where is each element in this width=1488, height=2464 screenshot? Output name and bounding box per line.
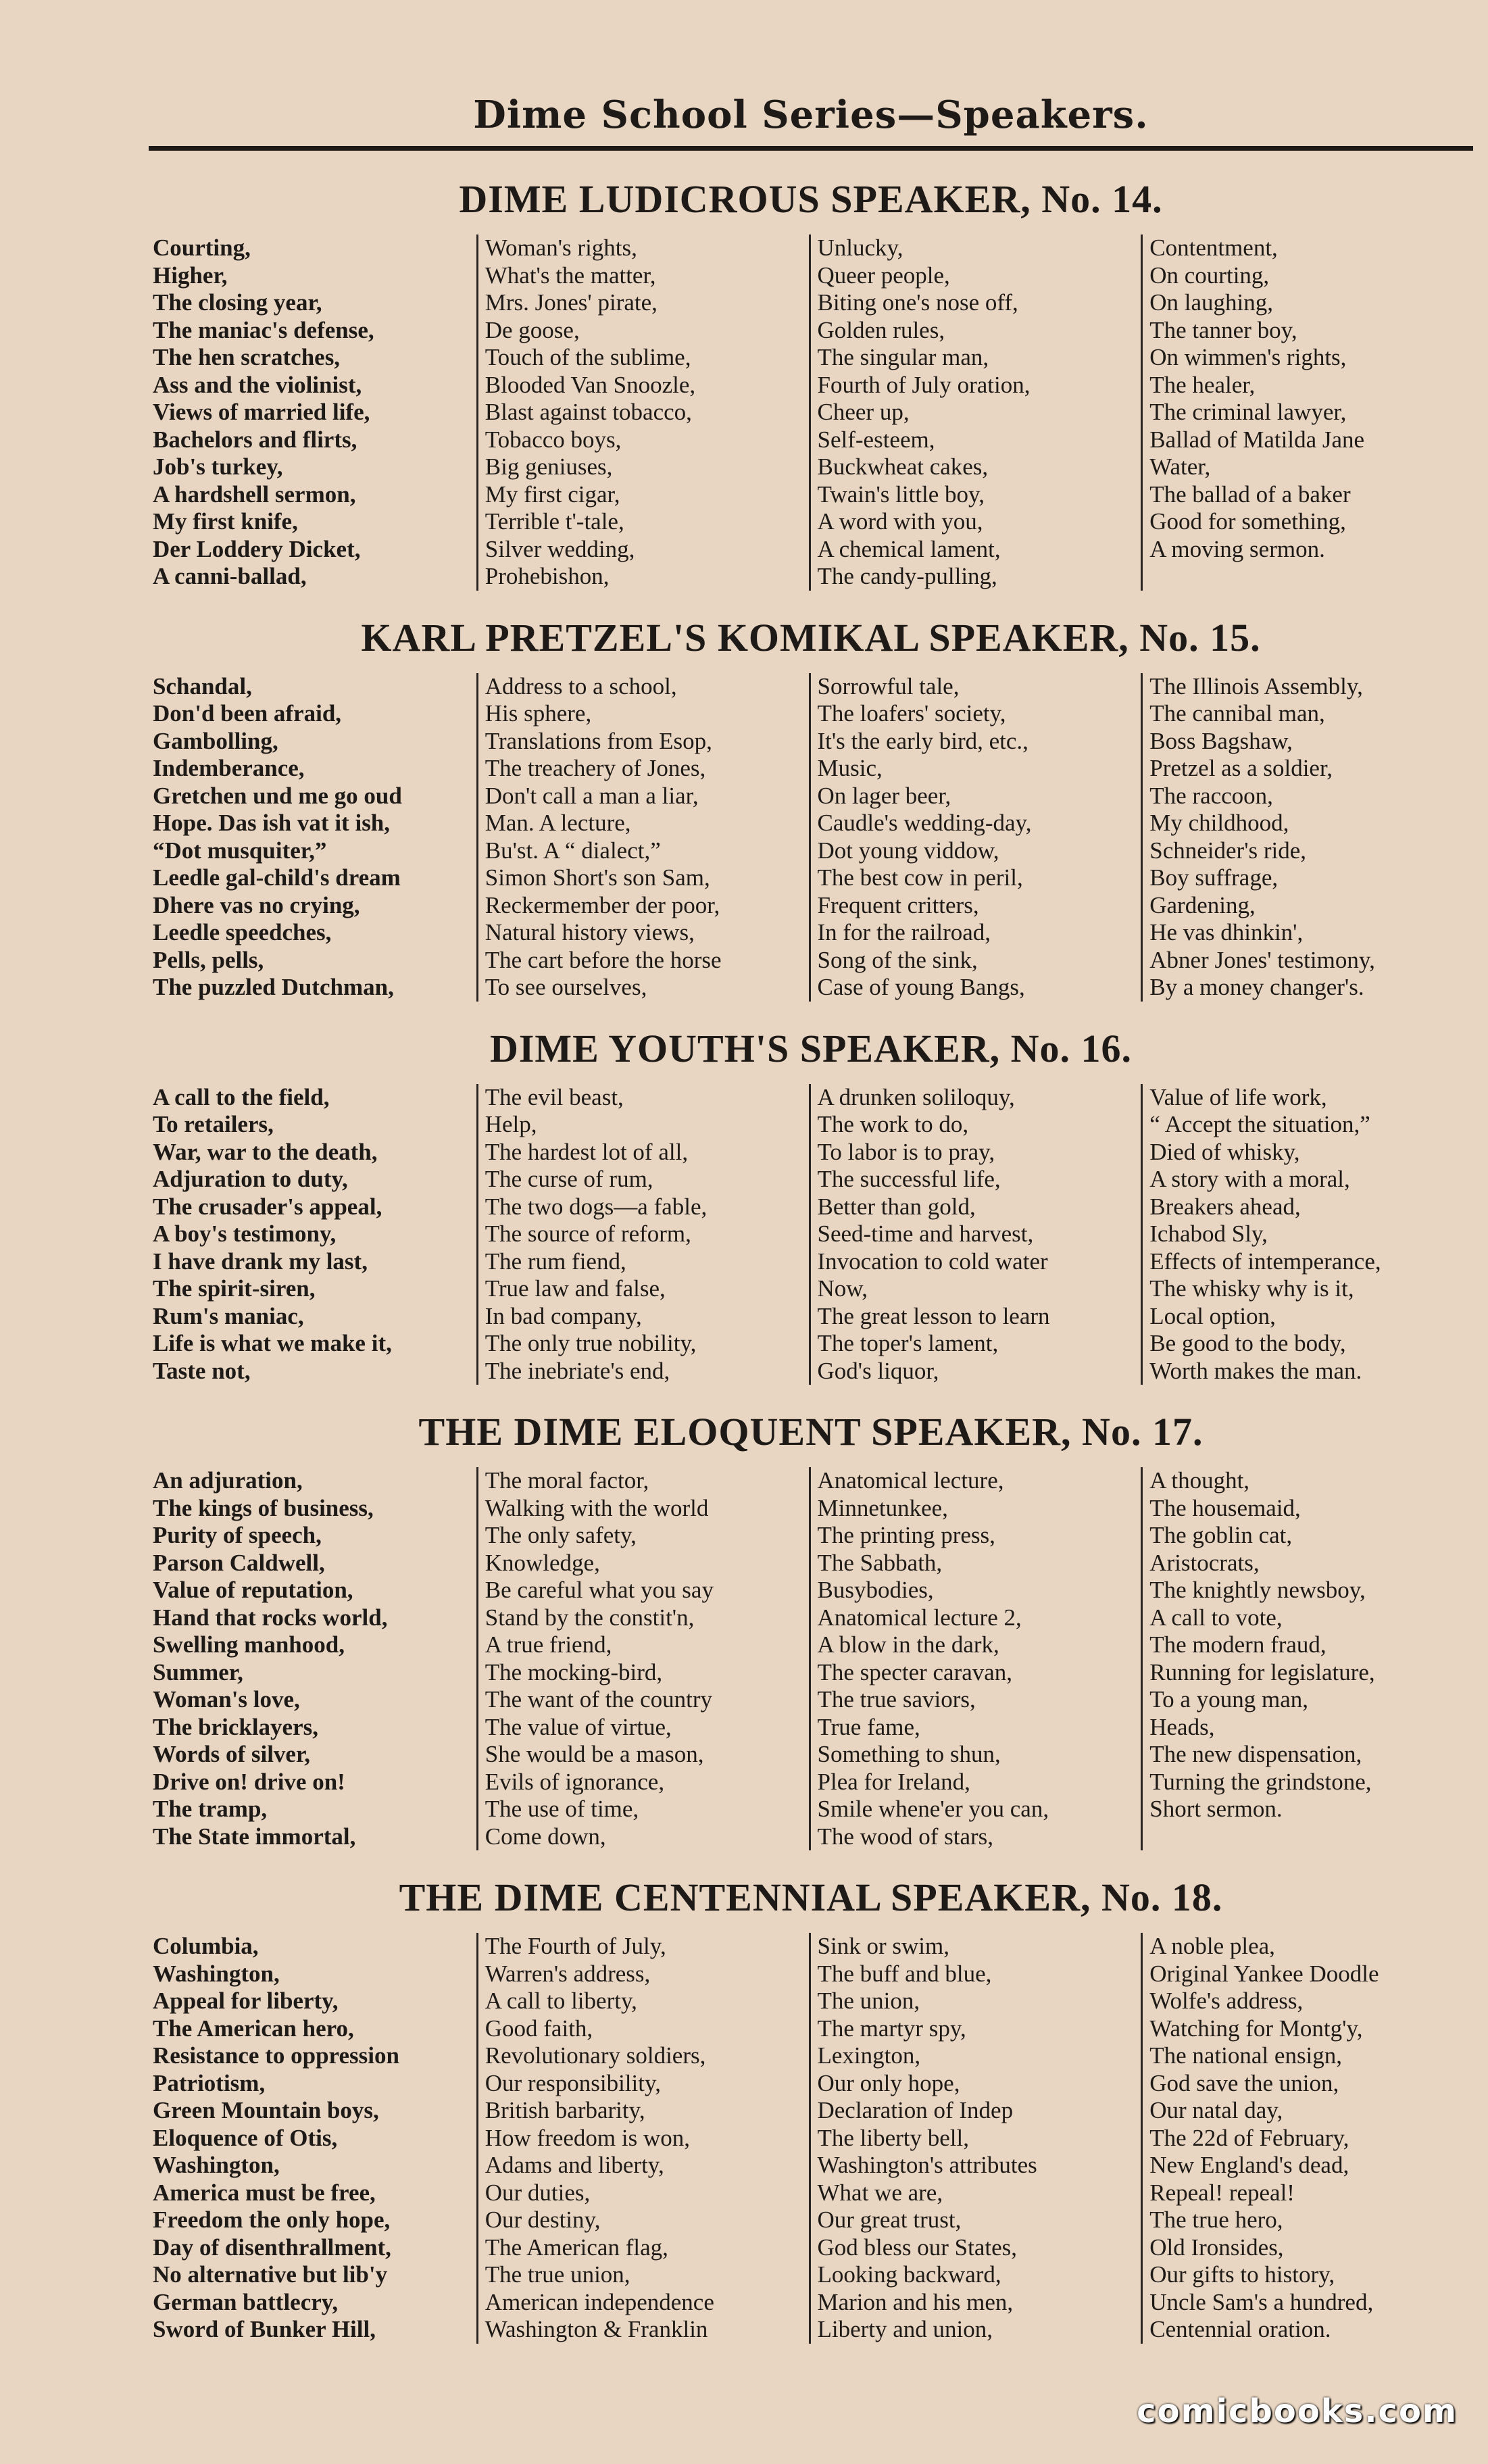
- list-item: Seed-time and harvest,: [817, 1221, 1034, 1247]
- list-item: The buff and blue,: [817, 1960, 992, 1987]
- list-item: Music,: [817, 755, 883, 781]
- list-item: Declaration of Indep: [817, 2097, 1014, 2123]
- list-item: By a money changer's.: [1149, 974, 1364, 1000]
- list-item: Patriotism,: [153, 2069, 266, 2096]
- column-4: [1141, 673, 1473, 1002]
- list-item: He vas dhinkin',: [1149, 919, 1304, 945]
- list-item: The candy-pulling,: [817, 563, 997, 589]
- list-item: Died of whisky,: [1149, 1138, 1300, 1165]
- list-item: Busybodies,: [817, 1577, 934, 1603]
- list-item: His sphere,: [485, 700, 592, 726]
- list-item: Bu'st. A “ dialect,”: [485, 837, 661, 864]
- list-item: Address to a school,: [485, 672, 677, 699]
- list-item: My childhood,: [1149, 810, 1289, 836]
- list-item: Something to shun,: [817, 1741, 1001, 1767]
- list-item: The true union,: [485, 2261, 630, 2288]
- list-item: The healer,: [1149, 371, 1256, 398]
- list-item: Leedle speedches,: [153, 919, 332, 945]
- column-2: [476, 673, 809, 1002]
- list-item: A moving sermon.: [1149, 535, 1325, 562]
- list-item: Words of silver,: [153, 1741, 311, 1767]
- speaker-section: [149, 1020, 1473, 1385]
- list-item: Fourth of July oration,: [817, 371, 1031, 398]
- list-item: Taste not,: [153, 1357, 251, 1384]
- list-item: Day of disenthrallment,: [153, 2234, 391, 2261]
- list-item: Ass and the violinist,: [153, 371, 362, 398]
- list-item: Lexington,: [817, 2042, 921, 2069]
- list-item: The evil beast,: [485, 1083, 624, 1110]
- list-item: The goblin cat,: [1149, 1522, 1293, 1548]
- list-item: The printing press,: [817, 1522, 995, 1548]
- list-item: The whisky why is it,: [1149, 1275, 1354, 1302]
- list-item: Twain's little boy,: [817, 481, 985, 508]
- section-title: THE DIME CENTENNIAL SPEAKER, No. 18.: [399, 1875, 1223, 1919]
- list-item: Natural history views,: [485, 919, 695, 945]
- list-item: Value of reputation,: [153, 1577, 353, 1603]
- list-item: Reckermember der poor,: [485, 891, 720, 918]
- list-item: In for the railroad,: [817, 919, 991, 945]
- list-item: Our gifts to history,: [1149, 2261, 1335, 2288]
- list-item: The curse of rum,: [485, 1166, 653, 1192]
- list-item: The best cow in peril,: [817, 864, 1023, 891]
- column-1: [149, 235, 476, 591]
- list-item: Sink or swim,: [817, 1933, 949, 1959]
- list-item: On courting,: [1149, 262, 1270, 289]
- list-item: The source of reform,: [485, 1221, 691, 1247]
- list-item: The toper's lament,: [817, 1330, 999, 1356]
- list-item: The successful life,: [817, 1166, 1001, 1192]
- list-item: True law and false,: [485, 1275, 666, 1302]
- list-item: The moral factor,: [485, 1467, 649, 1494]
- list-item: The rum fiend,: [485, 1248, 626, 1275]
- list-item: Stand by the constit'n,: [485, 1604, 695, 1631]
- list-item: The hen scratches,: [153, 344, 341, 370]
- list-item: The great lesson to learn: [817, 1302, 1050, 1329]
- list-item: Minnetunkee,: [817, 1494, 948, 1521]
- list-item: To a young man,: [1149, 1686, 1308, 1713]
- list-item: German battlecry,: [153, 2288, 339, 2315]
- list-item: War, war to the death,: [153, 1138, 378, 1165]
- list-item: Self-esteem,: [817, 426, 935, 453]
- list-item: “ Accept the situation,”: [1149, 1111, 1370, 1137]
- column-1: [149, 1084, 476, 1385]
- list-item: Woman's rights,: [485, 235, 637, 261]
- list-item: The bricklayers,: [153, 1713, 318, 1740]
- list-item: Higher,: [153, 262, 228, 289]
- list-item: The work to do,: [817, 1111, 969, 1137]
- list-item: The maniac's defense,: [153, 316, 374, 343]
- list-item: Walking with the world: [485, 1494, 709, 1521]
- list-item: Eloquence of Otis,: [153, 2124, 338, 2151]
- list-item: Caudle's wedding-day,: [817, 810, 1032, 836]
- list-item: What we are,: [817, 2179, 943, 2206]
- speaker-section: [149, 171, 1473, 591]
- list-item: Boy suffrage,: [1149, 864, 1279, 891]
- list-item: To see ourselves,: [485, 974, 647, 1000]
- section-columns: [149, 673, 1473, 1002]
- list-item: A chemical lament,: [817, 535, 1001, 562]
- column-1: [149, 1933, 476, 2344]
- list-item: Man. A lecture,: [485, 810, 631, 836]
- list-item: Song of the sink,: [817, 946, 978, 973]
- list-item: The Illinois Assembly,: [1149, 672, 1363, 699]
- list-item: Effects of intemperance,: [1149, 1248, 1381, 1275]
- list-item: Revolutionary soldiers,: [485, 2042, 706, 2069]
- list-item: I have drank my last,: [153, 1248, 368, 1275]
- list-item: The Fourth of July,: [485, 1933, 666, 1959]
- list-item: Hope. Das ish vat it ish,: [153, 810, 391, 836]
- list-item: Cheer up,: [817, 399, 910, 425]
- list-item: The value of virtue,: [485, 1713, 672, 1740]
- list-item: Sorrowful tale,: [817, 672, 960, 699]
- list-item: The closing year,: [153, 289, 322, 316]
- list-item: Water,: [1149, 453, 1211, 480]
- list-item: Unlucky,: [817, 235, 903, 261]
- list-item: The two dogs—a fable,: [485, 1193, 708, 1220]
- list-item: Uncle Sam's a hundred,: [1149, 2288, 1374, 2315]
- list-item: The mocking-bird,: [485, 1658, 663, 1685]
- list-item: New England's dead,: [1149, 2152, 1349, 2178]
- list-item: God's liquor,: [817, 1357, 939, 1384]
- list-item: Abner Jones' testimony,: [1149, 946, 1375, 973]
- list-item: Repeal! repeal!: [1149, 2179, 1295, 2206]
- list-item: Now,: [817, 1275, 868, 1302]
- list-item: The tanner boy,: [1149, 316, 1297, 343]
- list-item: Prohebishon,: [485, 563, 610, 589]
- list-item: “Dot musquiter,”: [153, 837, 327, 864]
- watermark: comicbooks.com: [1137, 2392, 1458, 2430]
- list-item: Washington's attributes: [817, 2152, 1037, 2178]
- list-item: A noble plea,: [1149, 1933, 1275, 1959]
- list-item: The spirit-siren,: [153, 1275, 316, 1302]
- list-item: No alternative but lib'y: [153, 2261, 388, 2288]
- list-item: Heads,: [1149, 1713, 1215, 1740]
- list-item: A boy's testimony,: [153, 1221, 337, 1247]
- list-item: Simon Short's son Sam,: [485, 864, 710, 891]
- list-item: She would be a mason,: [485, 1741, 704, 1767]
- list-item: The cannibal man,: [1149, 700, 1325, 726]
- section-columns: [149, 1084, 1473, 1385]
- list-item: British barbarity,: [485, 2097, 645, 2123]
- list-item: Worth makes the man.: [1149, 1357, 1362, 1384]
- list-item: The want of the country: [485, 1686, 713, 1713]
- list-item: Local option,: [1149, 1302, 1276, 1329]
- column-3: [809, 1467, 1141, 1850]
- list-item: Rum's maniac,: [153, 1302, 304, 1329]
- list-item: A word with you,: [817, 508, 983, 535]
- list-item: Schneider's ride,: [1149, 837, 1307, 864]
- list-item: Swelling manhood,: [153, 1631, 345, 1658]
- section-title: DIME YOUTH'S SPEAKER, No. 16.: [489, 1026, 1133, 1070]
- list-item: Mrs. Jones' pirate,: [485, 289, 658, 316]
- list-item: The kings of business,: [153, 1494, 374, 1521]
- list-item: What's the matter,: [485, 262, 656, 289]
- list-item: Green Mountain boys,: [153, 2097, 379, 2123]
- list-item: The criminal lawyer,: [1149, 399, 1347, 425]
- list-item: Come down,: [485, 1823, 606, 1850]
- list-item: Freedom the only hope,: [153, 2207, 391, 2233]
- list-item: Terrible t'-tale,: [485, 508, 624, 535]
- list-item: The union,: [817, 1988, 920, 2014]
- list-item: The hardest lot of all,: [485, 1138, 689, 1165]
- list-item: The use of time,: [485, 1796, 639, 1822]
- list-item: A call to the field,: [153, 1083, 330, 1110]
- list-item: Our great trust,: [817, 2207, 962, 2233]
- list-item: The new dispensation,: [1149, 1741, 1362, 1767]
- list-item: Watching for Montg'y,: [1149, 2015, 1363, 2042]
- list-item: The knightly newsboy,: [1149, 1577, 1366, 1603]
- list-item: Der Loddery Dicket,: [153, 535, 361, 562]
- list-item: How freedom is won,: [485, 2124, 691, 2151]
- list-item: A drunken soliloquy,: [817, 1083, 1015, 1110]
- list-item: Anatomical lecture 2,: [817, 1604, 1022, 1631]
- list-item: God bless our States,: [817, 2234, 1018, 2261]
- list-item: Drive on! drive on!: [153, 1768, 345, 1795]
- list-item: A hardshell sermon,: [153, 481, 356, 508]
- list-item: De goose,: [485, 316, 580, 343]
- list-item: The State immortal,: [153, 1823, 356, 1850]
- list-item: Pells, pells,: [153, 946, 264, 973]
- list-item: Job's turkey,: [153, 453, 283, 480]
- list-item: On lager beer,: [817, 782, 951, 809]
- list-item: The loafers' society,: [817, 700, 1006, 726]
- list-item: Don't call a man a liar,: [485, 782, 699, 809]
- list-item: Be careful what you say: [485, 1577, 714, 1603]
- list-item: My first cigar,: [485, 481, 620, 508]
- list-item: The liberty bell,: [817, 2124, 970, 2151]
- list-item: Washington & Franklin: [485, 2316, 708, 2342]
- list-item: Original Yankee Doodle: [1149, 1960, 1379, 1987]
- list-item: Smile whene'er you can,: [817, 1796, 1049, 1822]
- list-item: The raccoon,: [1149, 782, 1273, 809]
- section-columns: [149, 1933, 1473, 2344]
- list-item: An adjuration,: [153, 1467, 303, 1494]
- list-item: A call to liberty,: [485, 1988, 637, 2014]
- list-item: The Sabbath,: [817, 1549, 943, 1576]
- list-item: On wimmen's rights,: [1149, 344, 1347, 370]
- section-title: KARL PRETZEL'S KOMIKAL SPEAKER, No. 15.: [361, 615, 1261, 660]
- list-item: Dhere vas no crying,: [153, 891, 360, 918]
- sections-container: [149, 171, 1473, 2344]
- list-item: Anatomical lecture,: [817, 1467, 1004, 1494]
- list-item: The specter caravan,: [817, 1658, 1013, 1685]
- list-item: The American flag,: [485, 2234, 668, 2261]
- list-item: Appeal for liberty,: [153, 1988, 339, 2014]
- list-item: Gambolling,: [153, 727, 278, 754]
- column-2: [476, 235, 809, 591]
- list-item: Adjuration to duty,: [153, 1166, 348, 1192]
- list-item: Schandal,: [153, 672, 252, 699]
- list-item: Washington,: [153, 1960, 280, 1987]
- column-2: [476, 1933, 809, 2344]
- column-4: [1141, 235, 1473, 591]
- list-item: Indemberance,: [153, 755, 305, 781]
- list-item: Parson Caldwell,: [153, 1549, 325, 1576]
- list-item: American independence: [485, 2288, 714, 2315]
- list-item: Aristocrats,: [1149, 1549, 1260, 1576]
- column-3: [809, 235, 1141, 591]
- section-title: THE DIME ELOQUENT SPEAKER, No. 17.: [418, 1410, 1204, 1454]
- column-2: [476, 1084, 809, 1385]
- list-item: The only true nobility,: [485, 1330, 697, 1356]
- list-item: Breakers ahead,: [1149, 1193, 1301, 1220]
- list-item: Evils of ignorance,: [485, 1768, 665, 1795]
- list-item: Blast against tobacco,: [485, 399, 692, 425]
- list-item: Liberty and union,: [817, 2316, 993, 2342]
- list-item: Queer people,: [817, 262, 950, 289]
- list-item: Views of married life,: [153, 399, 370, 425]
- list-item: Contentment,: [1149, 235, 1278, 261]
- list-item: Plea for Ireland,: [817, 1768, 970, 1795]
- list-item: Frequent critters,: [817, 891, 979, 918]
- list-item: Marion and his men,: [817, 2288, 1014, 2315]
- list-item: The tramp,: [153, 1796, 268, 1822]
- list-item: Courting,: [153, 235, 251, 261]
- list-item: The national ensign,: [1149, 2042, 1343, 2069]
- speaker-section: [149, 610, 1473, 1002]
- list-item: Help,: [485, 1111, 537, 1137]
- section-columns: [149, 1467, 1473, 1850]
- column-4: [1141, 1467, 1473, 1850]
- list-item: The true hero,: [1149, 2207, 1283, 2233]
- list-item: A story with a moral,: [1149, 1166, 1350, 1192]
- list-item: Hand that rocks world,: [153, 1604, 388, 1631]
- list-item: Blooded Van Snoozle,: [485, 371, 696, 398]
- list-item: In bad company,: [485, 1302, 642, 1329]
- list-item: Life is what we make it,: [153, 1330, 392, 1356]
- list-item: God save the union,: [1149, 2069, 1339, 2096]
- column-1: [149, 1467, 476, 1850]
- list-item: Pretzel as a soldier,: [1149, 755, 1333, 781]
- list-item: Knowledge,: [485, 1549, 600, 1576]
- list-item: Touch of the sublime,: [485, 344, 691, 370]
- list-item: Biting one's nose off,: [817, 289, 1018, 316]
- list-item: Silver wedding,: [485, 535, 635, 562]
- list-item: Columbia,: [153, 1933, 259, 1959]
- list-item: Running for legislature,: [1149, 1658, 1375, 1685]
- list-item: Better than gold,: [817, 1193, 976, 1220]
- list-item: Tobacco boys,: [485, 426, 622, 453]
- list-item: My first knife,: [153, 508, 298, 535]
- list-item: Turning the grindstone,: [1149, 1768, 1372, 1795]
- list-item: The American hero,: [153, 2015, 354, 2042]
- list-item: To retailers,: [153, 1111, 274, 1137]
- list-item: Invocation to cold water: [817, 1248, 1048, 1275]
- column-4: [1141, 1933, 1473, 2344]
- list-item: Our natal day,: [1149, 2097, 1283, 2123]
- list-item: Case of young Bangs,: [817, 974, 1025, 1000]
- list-item: The treachery of Jones,: [485, 755, 706, 781]
- list-item: Don'd been afraid,: [153, 700, 342, 726]
- list-item: Sword of Bunker Hill,: [153, 2316, 376, 2342]
- list-item: The wood of stars,: [817, 1823, 994, 1850]
- list-item: Woman's love,: [153, 1686, 300, 1713]
- list-item: Ichabod Sly,: [1149, 1221, 1268, 1247]
- section-columns: [149, 235, 1473, 591]
- list-item: Warren's address,: [485, 1960, 651, 1987]
- column-1: [149, 673, 476, 1002]
- list-item: To labor is to pray,: [817, 1138, 995, 1165]
- list-item: The martyr spy,: [817, 2015, 966, 2042]
- list-item: Centennial oration.: [1149, 2316, 1331, 2342]
- column-3: [809, 673, 1141, 1002]
- speaker-section: [149, 1404, 1473, 1850]
- list-item: Our only hope,: [817, 2069, 960, 2096]
- list-item: Purity of speech,: [153, 1522, 322, 1548]
- list-item: Gardening,: [1149, 891, 1256, 918]
- speaker-section: [149, 1869, 1473, 2344]
- list-item: Our duties,: [485, 2179, 591, 2206]
- column-2: [476, 1467, 809, 1850]
- list-item: America must be free,: [153, 2179, 376, 2206]
- list-item: True fame,: [817, 1713, 920, 1740]
- list-item: Bachelors and flirts,: [153, 426, 357, 453]
- list-item: On laughing,: [1149, 289, 1274, 316]
- list-item: Good faith,: [485, 2015, 593, 2042]
- list-item: Buckwheat cakes,: [817, 453, 989, 480]
- list-item: Short sermon.: [1149, 1796, 1283, 1822]
- list-item: A thought,: [1149, 1467, 1250, 1494]
- list-item: The housemaid,: [1149, 1494, 1301, 1521]
- list-item: The true saviors,: [817, 1686, 976, 1713]
- list-item: The only safety,: [485, 1522, 637, 1548]
- list-item: The inebriate's end,: [485, 1357, 670, 1384]
- list-item: Our responsibility,: [485, 2069, 661, 2096]
- column-3: [809, 1933, 1141, 2344]
- list-item: The crusader's appeal,: [153, 1193, 382, 1220]
- list-item: The puzzled Dutchman,: [153, 974, 394, 1000]
- list-item: Gretchen und me go oud: [153, 782, 402, 809]
- list-item: It's the early bird, etc.,: [817, 727, 1028, 754]
- list-item: The singular man,: [817, 344, 989, 370]
- list-item: Dot young viddow,: [817, 837, 999, 864]
- list-item: Adams and liberty,: [485, 2152, 664, 2178]
- list-item: Leedle gal-child's dream: [153, 864, 401, 891]
- column-3: [809, 1084, 1141, 1385]
- list-item: The ballad of a baker: [1149, 481, 1351, 508]
- running-head: Dime School Series—Speakers.: [473, 93, 1149, 137]
- list-item: Washington,: [153, 2152, 280, 2178]
- list-item: Big geniuses,: [485, 453, 613, 480]
- list-item: Looking backward,: [817, 2261, 1001, 2288]
- list-item: A call to vote,: [1149, 1604, 1283, 1631]
- list-item: Be good to the body,: [1149, 1330, 1346, 1356]
- list-item: The cart before the horse: [485, 946, 722, 973]
- list-item: Old Ironsides,: [1149, 2234, 1284, 2261]
- list-item: Our destiny,: [485, 2207, 601, 2233]
- column-4: [1141, 1084, 1473, 1385]
- section-title: DIME LUDICROUS SPEAKER, No. 14.: [459, 177, 1163, 221]
- list-item: Resistance to oppression: [153, 2042, 399, 2069]
- list-item: A blow in the dark,: [817, 1631, 999, 1658]
- list-item: Ballad of Matilda Jane: [1149, 426, 1365, 453]
- list-item: Good for something,: [1149, 508, 1346, 535]
- list-item: The 22d of February,: [1149, 2124, 1349, 2151]
- list-item: Translations from Esop,: [485, 727, 712, 754]
- list-item: A canni-ballad,: [153, 563, 307, 589]
- speaker-list-page: [149, 81, 1473, 2399]
- list-item: Value of life work,: [1149, 1083, 1327, 1110]
- list-item: Wolfe's address,: [1149, 1988, 1304, 2014]
- list-item: Boss Bagshaw,: [1149, 727, 1293, 754]
- header-rule: [149, 146, 1473, 151]
- list-item: The modern fraud,: [1149, 1631, 1326, 1658]
- list-item: Golden rules,: [817, 316, 945, 343]
- list-item: A true friend,: [485, 1631, 612, 1658]
- list-item: Summer,: [153, 1658, 243, 1685]
